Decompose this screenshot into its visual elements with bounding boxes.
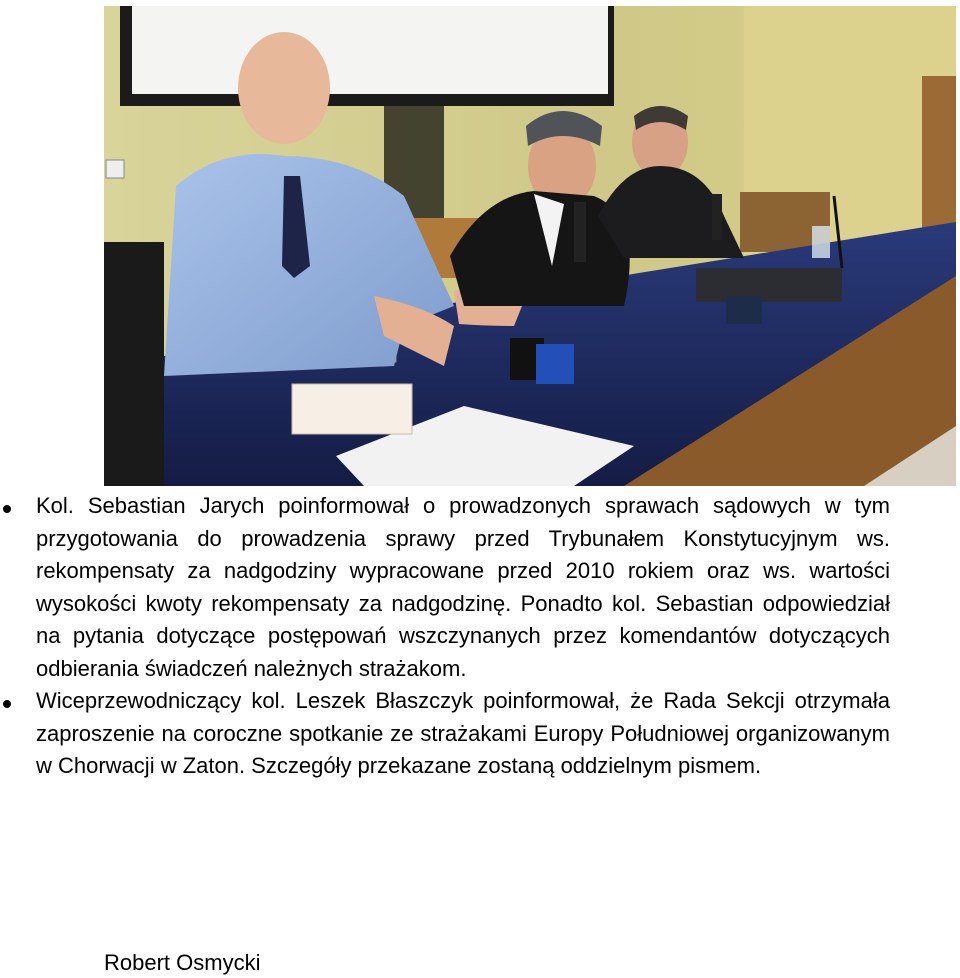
photo-chair-left [104,242,164,486]
bullet-item-jarych [0,490,890,685]
bullet-icon [3,505,11,513]
bullet-text: Wiceprzewodniczący kol. Leszek Błaszczyk poinformował, że Rada Sekcji otrzymała zaproszenie na coroczne spotkanie ze strażakami Europy Południowej organizowanym w Chorwacji w Zaton. Szczegóły przekazane zostaną oddzielnym pismem. [36,688,890,778]
photo-glass [812,226,830,258]
bullet-icon [3,700,11,708]
bullet-list [0,490,960,783]
photo-outlet [106,160,124,178]
meeting-photo [104,6,956,486]
signature-name: Robert Osmycki [104,950,261,975]
bullet-item-blaszczyk [0,685,890,783]
photo-screen [132,6,608,94]
photo-laptop [696,268,842,302]
photo-phone [726,296,762,324]
bullet-text: Kol. Sebastian Jarych poinformował o prowadzonych sprawach sądowych w tym przygotowania do prowadzenia sprawy przed Trybunałem Konstytucyjnym ws. rekompensaty za nadgodziny wypracowane przed 2010 rokiem oraz ws. wartości wysokości kwoty rekompensaty za nadgodzinę. Ponadto kol. Sebastian odpowiedział na pytania dotyczące postępowań wszczynanych przez komendantów dotyczących odbierania świadczeń należnych strażakom. [36,493,890,681]
photo-cards [292,384,412,434]
photo-stamp-blue [536,344,574,384]
